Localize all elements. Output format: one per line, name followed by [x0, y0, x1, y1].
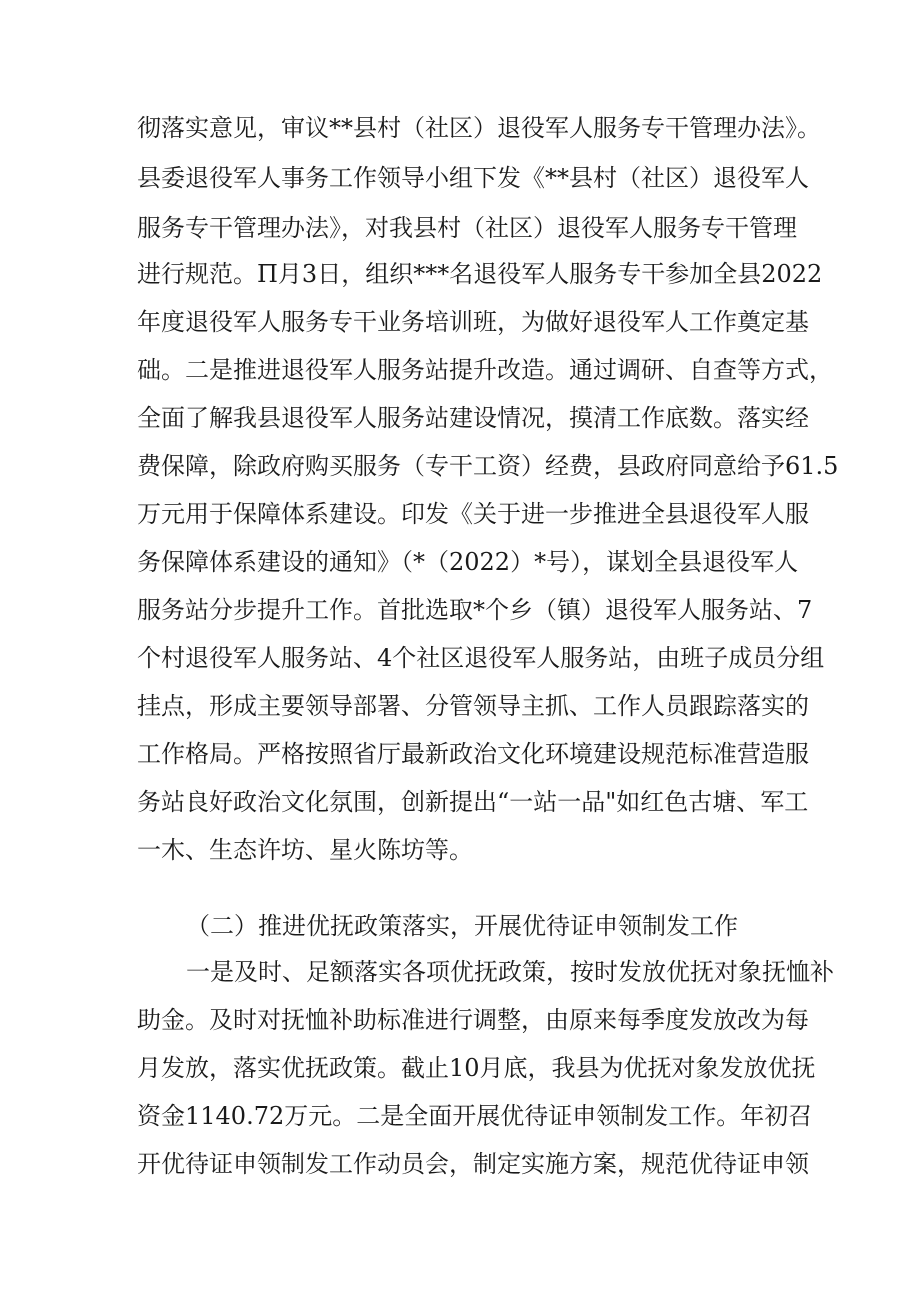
paragraph-1-line-7: 全面了解我县退役军人服务站建设情况，摸清工作底数。落实经	[137, 404, 809, 432]
paragraph-1-line-15: 务站良好政治文化氛围，创新提出“一站一品"如红色古塘、军工	[137, 788, 809, 816]
paragraph-1-line-8: 费保障，除政府购买服务（专干工资）经费，县政府同意给予61.5	[137, 452, 839, 480]
section-heading: （二）推进优抚政策落实，开展优待证申领制发工作	[186, 912, 738, 940]
paragraph-2-line-5: 开优待证申领制发工作动员会，制定实施方案，规范优待证申领	[137, 1150, 809, 1178]
paragraph-1-line-12: 个村退役军人服务站、4个社区退役军人服务站，由班子成员分组	[137, 644, 825, 672]
paragraph-1-line-11: 服务站分步提升工作。首批选取*个乡（镇）退役军人服务站、7	[137, 596, 813, 624]
paragraph-1-line-14: 工作格局。严格按照省厅最新政治文化环境建设规范标准营造服	[137, 740, 809, 768]
paragraph-1-line-10: 务保障体系建设的通知》（*（2022）*号），谋划全县退役军人	[137, 548, 799, 576]
paragraph-2-line-2: 助金。及时对抚恤补助标准进行调整，由原来每季度发放改为每	[137, 1006, 809, 1034]
paragraph-1-line-9: 万元用于保障体系建设。印发《关于进一步推进全县退役军人服	[137, 500, 809, 528]
paragraph-1-line-16: 一木、生态许坊、星火陈坊等。	[137, 836, 473, 864]
paragraph-1-line-4: 进行规范。Π月3日，组织***名退役军人服务专干参加全县2022	[137, 260, 823, 288]
paragraph-1-line-5: 年度退役军人服务专干业务培训班，为做好退役军人工作奠定基	[137, 308, 809, 336]
paragraph-1-line-6: 础。二是推进退役军人服务站提升改造。通过调研、自查等方式，	[137, 356, 833, 384]
paragraph-2-line-3: 月发放，落实优抚政策。截止10月底，我县为优抚对象发放优抚	[137, 1054, 816, 1082]
paragraph-1-line-2: 县委退役军人事务工作领导小组下发《**县村（社区）退役军人	[137, 164, 809, 192]
paragraph-1-line-13: 挂点，形成主要领导部署、分管领导主抓、工作人员跟踪落实的	[137, 692, 809, 720]
paragraph-2-line-4: 资金1140.72万元。二是全面开展优待证申领制发工作。年初召	[137, 1102, 813, 1130]
paragraph-1-line-3: 服务专干管理办法》，对我县村（社区）退役军人服务专干管理	[137, 214, 797, 242]
paragraph-1-line-1: 彻落实意见，审议**县村（社区）退役军人服务专干管理办法》。	[137, 114, 821, 142]
paragraph-2-line-1: 一是及时、足额落实各项优抚政策，按时发放优抚对象抚恤补	[186, 958, 834, 986]
